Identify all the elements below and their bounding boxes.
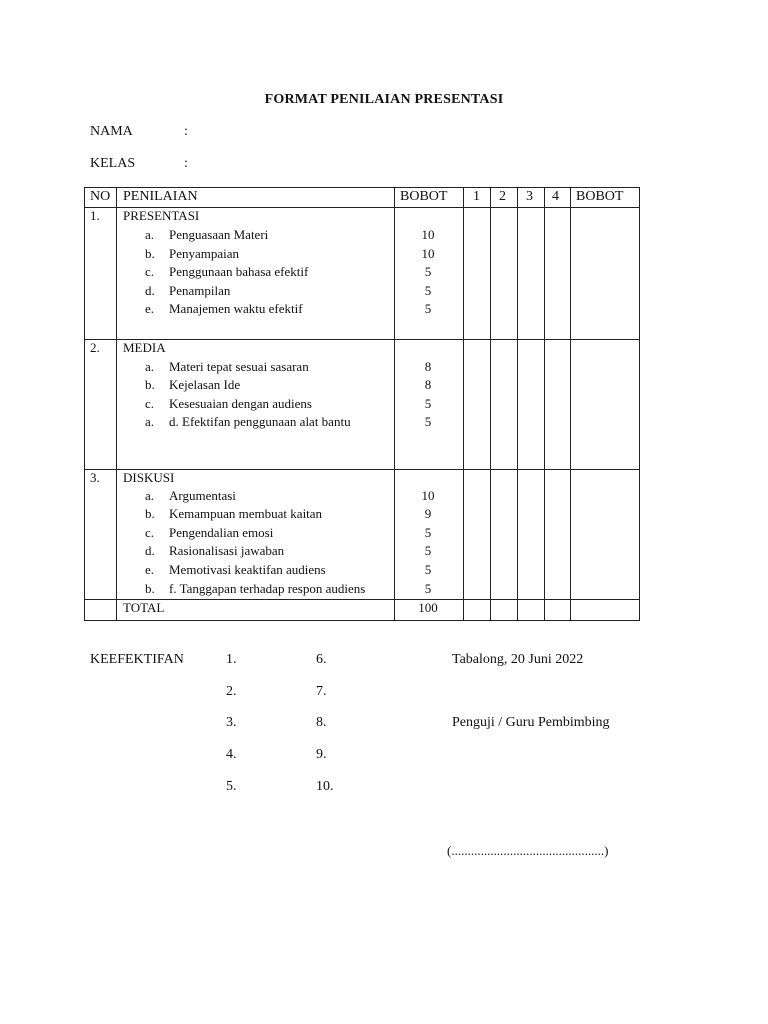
item-text: Pengendalian emosi [169, 524, 274, 540]
list-item [145, 542, 284, 561]
list-item [145, 413, 351, 432]
item-bobot: 10 [421, 227, 435, 242]
item-bobot: 10 [421, 245, 435, 261]
item-bobot: 5 [424, 580, 432, 596]
total-bobot: 100 [418, 600, 438, 615]
list-item [145, 524, 273, 543]
item-text: d. Efektifan penggunaan alat bantu [169, 414, 351, 430]
section-3-title: DISKUSI [123, 470, 175, 485]
item-bobot: 5 [424, 264, 432, 280]
keefektifan-number: 6. [316, 652, 327, 667]
section-1-number: 1. [90, 208, 100, 223]
section-1-title: PRESENTASI [123, 208, 200, 223]
item-bobot: 8 [424, 358, 432, 374]
kelas-colon: : [184, 156, 188, 171]
signature-blank: (...............................................) [447, 843, 609, 858]
item-text: Argumentasi [169, 487, 236, 503]
item-letter: b. [145, 377, 155, 393]
item-bobot: 5 [424, 301, 432, 317]
item-bobot: 8 [424, 377, 432, 393]
list-item [145, 226, 268, 245]
list-item [145, 282, 230, 301]
examiner-role: Penguji / Guru Pembimbing [452, 715, 610, 730]
item-bobot: 5 [424, 543, 432, 559]
list-item [145, 263, 308, 282]
item-letter: c. [145, 264, 155, 280]
header-bobot: BOBOT [400, 189, 448, 204]
kelas-label: KELAS [90, 156, 136, 171]
header-penilaian: PENILAIAN [123, 189, 198, 204]
keefektifan-label: KEEFEKTIFAN [90, 652, 184, 667]
item-text: Penampilan [169, 282, 231, 298]
item-letter: d. [145, 543, 155, 559]
list-item [145, 580, 365, 599]
header-bobot-final: BOBOT [576, 189, 624, 204]
keefektifan-number: 7. [316, 684, 327, 699]
item-text: f. Tanggapan terhadap respon audiens [169, 580, 366, 596]
nama-label: NAMA [90, 124, 133, 139]
item-letter: b. [145, 245, 155, 261]
keefektifan-number: 5. [226, 779, 237, 794]
item-text: Manajemen waktu efektif [169, 301, 303, 317]
header-score-2: 2 [499, 189, 506, 204]
item-letter: c. [145, 395, 155, 411]
item-letter: a. [145, 227, 155, 242]
keefektifan-number: 1. [226, 652, 237, 667]
item-letter: a. [145, 414, 155, 430]
list-item [145, 358, 309, 377]
nama-colon: : [184, 124, 188, 139]
document-title: FORMAT PENILAIAN PRESENTASI [264, 92, 504, 107]
keefektifan-number: 10. [316, 779, 334, 794]
keefektifan-number: 9. [316, 747, 327, 762]
keefektifan-number: 4. [226, 747, 237, 762]
nama-field [90, 124, 188, 140]
keefektifan-number: 8. [316, 715, 327, 730]
section-2-number: 2. [90, 340, 100, 355]
item-text: Memotivasi keaktifan audiens [169, 562, 326, 577]
item-bobot: 10 [421, 487, 435, 503]
header-score-1: 1 [473, 189, 480, 204]
item-bobot: 5 [424, 524, 432, 540]
item-bobot: 9 [424, 506, 432, 522]
header-score-3: 3 [526, 189, 533, 204]
item-letter: a. [145, 487, 155, 503]
assessment-table [84, 187, 640, 621]
total-label: TOTAL [123, 600, 165, 615]
item-text: Rasionalisasi jawaban [169, 543, 285, 559]
place-date: Tabalong, 20 Juni 2022 [452, 652, 584, 667]
list-item [145, 376, 240, 395]
item-letter: b. [145, 580, 155, 596]
item-letter: b. [145, 506, 155, 522]
item-text: Penguasaan Materi [169, 227, 269, 242]
item-text: Penyampaian [169, 245, 240, 261]
item-bobot: 5 [424, 395, 432, 411]
item-letter: e. [145, 301, 155, 317]
keefektifan-number: 2. [226, 684, 237, 699]
kelas-field [90, 156, 188, 172]
item-letter: e. [145, 562, 155, 577]
item-text: Penggunaan bahasa efektif [169, 264, 309, 280]
item-bobot: 5 [424, 562, 432, 577]
item-bobot: 5 [424, 414, 432, 430]
item-text: Kesesuaian dengan audiens [169, 395, 312, 411]
item-letter: a. [145, 358, 155, 374]
item-letter: d. [145, 282, 155, 298]
header-score-4: 4 [552, 189, 559, 204]
item-text: Kemampuan membuat kaitan [169, 506, 323, 522]
item-letter: c. [145, 524, 155, 540]
list-item [145, 245, 239, 264]
list-item [145, 300, 303, 319]
list-item [145, 487, 236, 506]
item-text: Materi tepat sesuai sasaran [169, 358, 309, 374]
header-no: NO [90, 189, 111, 204]
section-2-title: MEDIA [123, 340, 166, 355]
list-item [145, 561, 326, 580]
item-bobot: 5 [424, 282, 432, 298]
section-3-number: 3. [90, 470, 100, 485]
list-item [145, 395, 312, 414]
keefektifan-number: 3. [226, 715, 237, 730]
item-text: Kejelasan Ide [169, 377, 241, 393]
list-item [145, 505, 322, 524]
